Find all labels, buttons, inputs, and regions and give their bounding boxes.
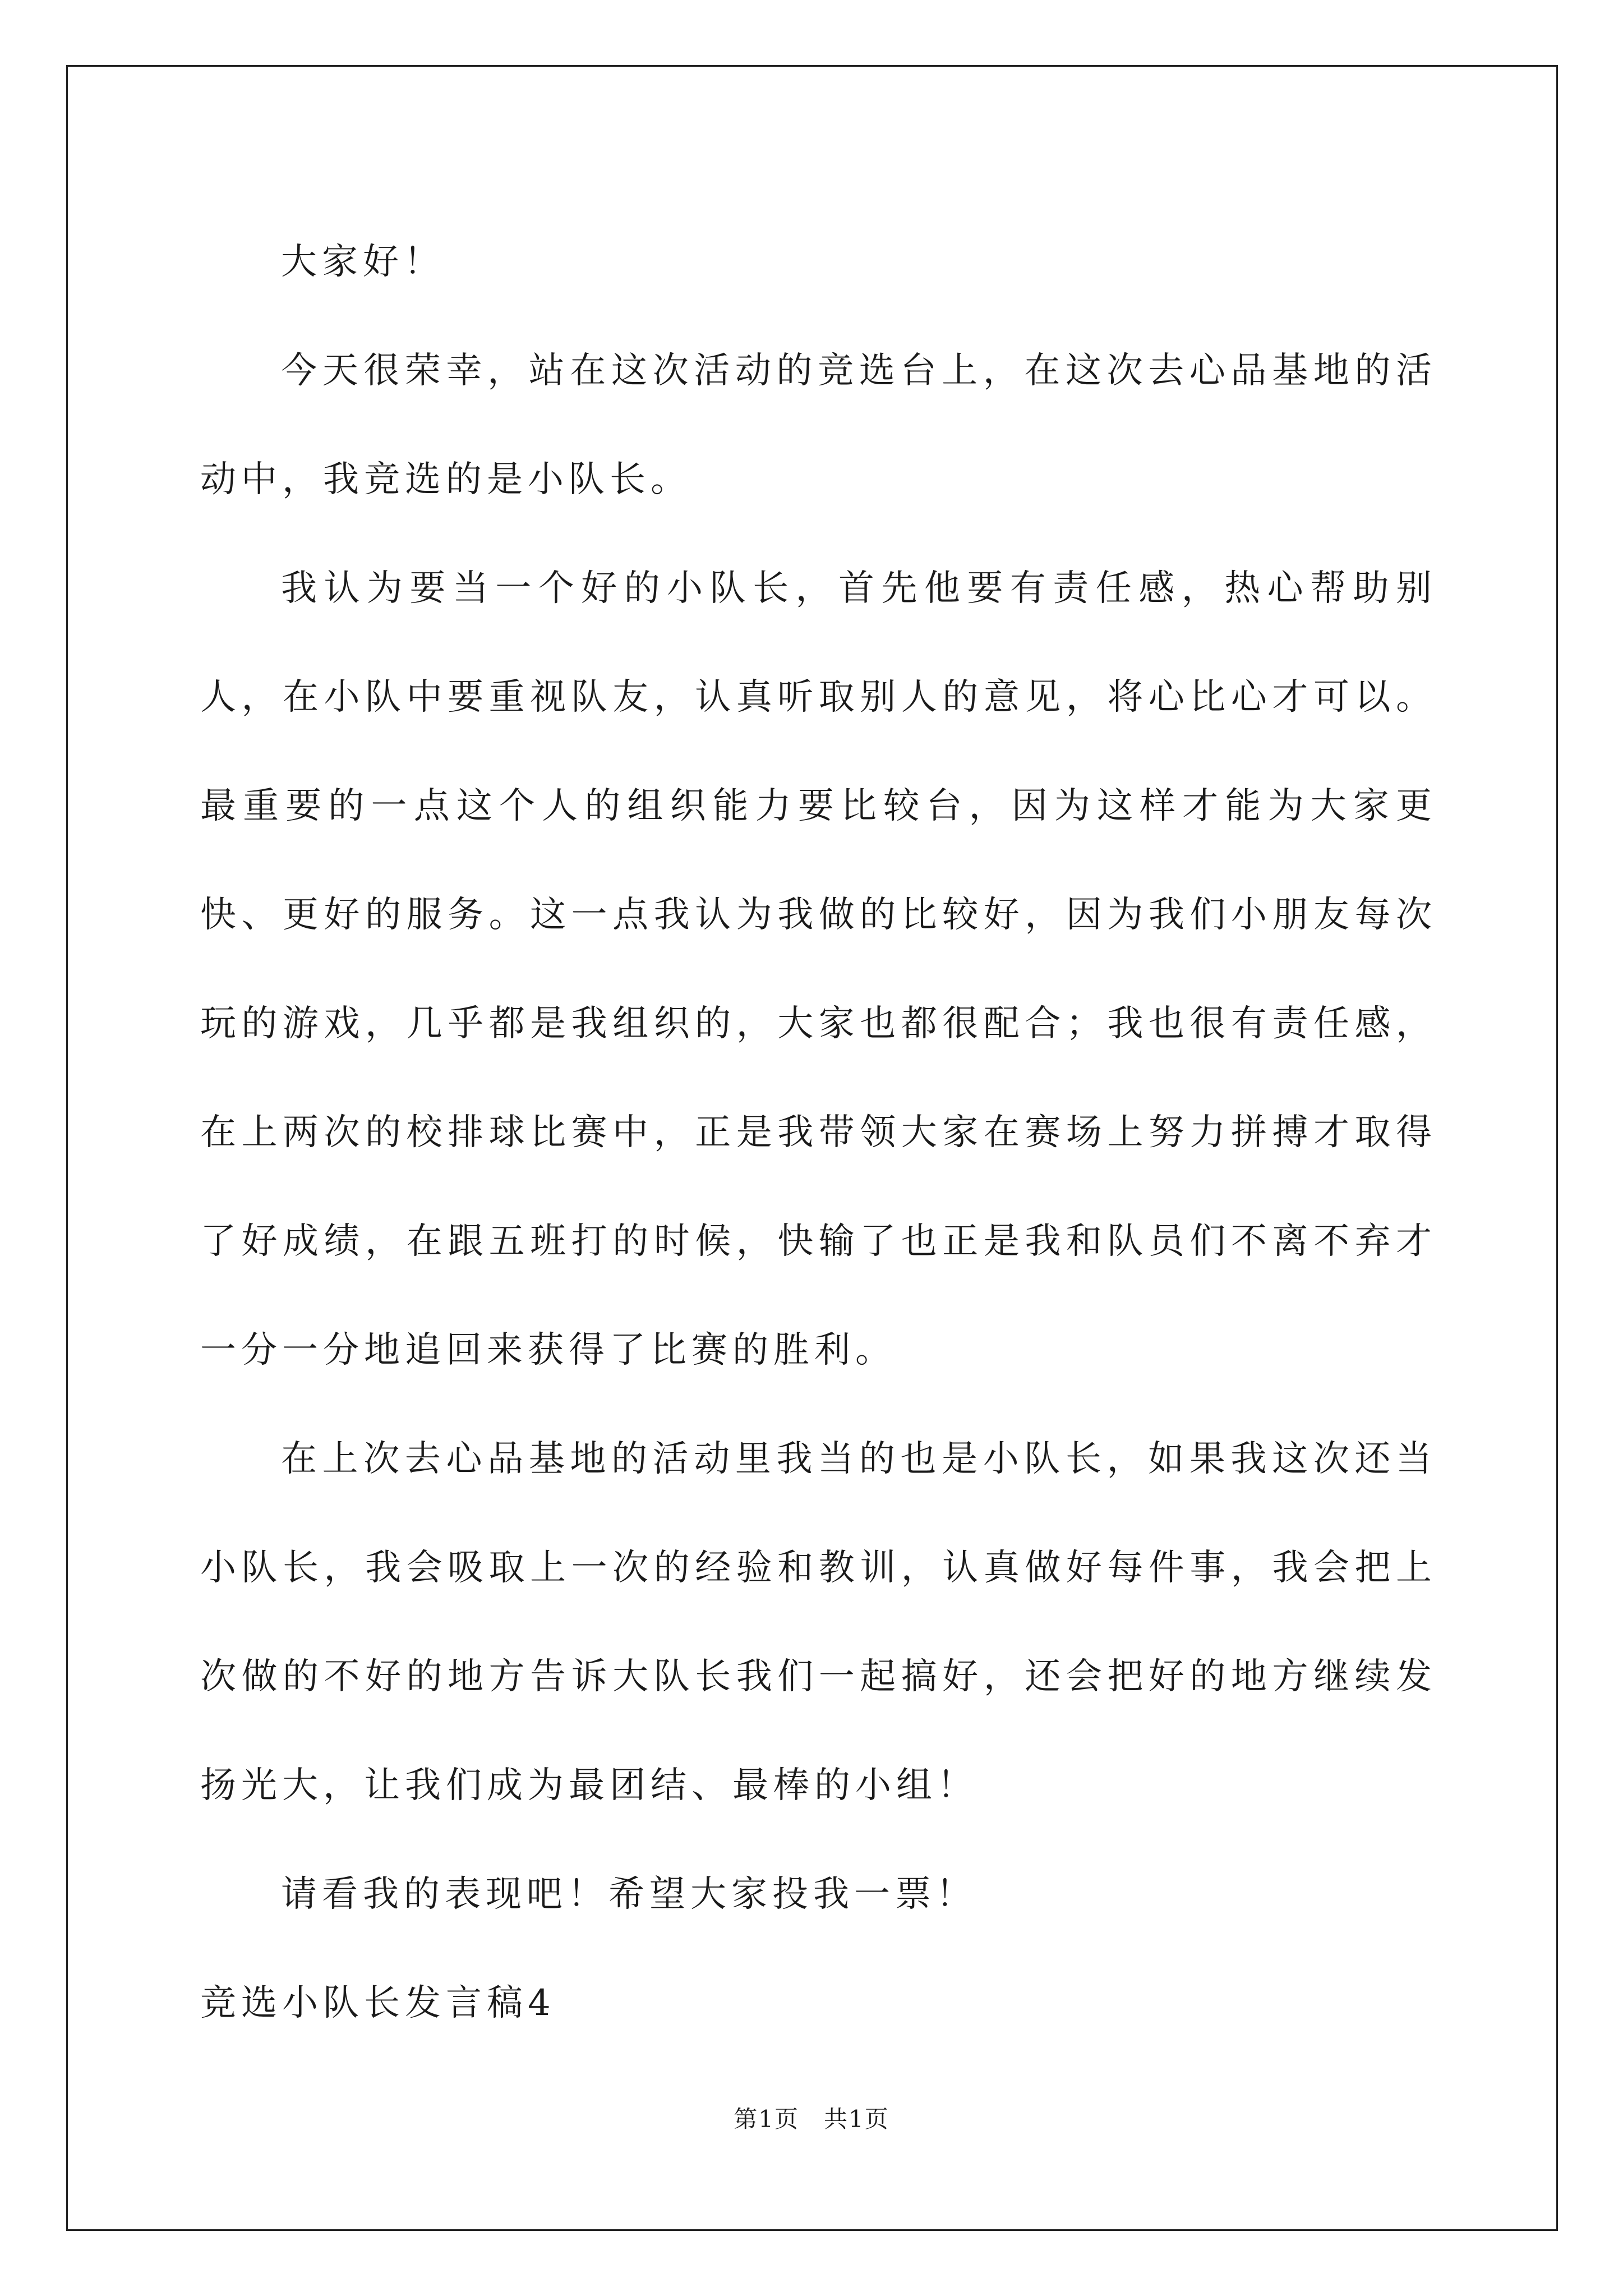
intro-paragraph: 今天很荣幸，站在这次活动的竞选台上，在这次去心品基地的活动中，我竞选的是小队长。 <box>200 350 1437 500</box>
document-body <box>200 208 1437 2058</box>
next-section-heading: 竞选小队长发言稿4 <box>200 1982 556 2024</box>
greeting-paragraph: 大家好！ <box>281 241 445 283</box>
page-footer: 第1页 共1页 <box>734 2105 889 2133</box>
plan-paragraph: 在上次去心品基地的活动里我当的也是小队长，如果我这次还当小队长，我会吸取上一次的经验和教训，认真做好每件事，我会把上次做的不好的地方告诉大队长我们一起搞好，还会把好的地方继续发扬光大，让我们成为最团结、最棒的小组！ <box>200 1438 1437 1806</box>
qualities-paragraph: 我认为要当一个好的小队长，首先他要有责任感，热心帮助别人，在小队中要重视队友，认真听取别人的意见，将心比心才可以。最重要的一点这个人的组织能力要比较台，因为这样才能为大家更快、更好的服务。这一点我认为我做的比较好，因为我们小朋友每次玩的游戏，几乎都是我组织的，大家也都很配合；我也很有责任感，在上两次的校排球比赛中，正是我带领大家在赛场上努力拼搏才取得了好成绩，在跟五班打的时候，快输了也正是我和队员们不离不弃才一分一分地追回来获得了比赛的胜利。 <box>200 568 1437 1371</box>
closing-paragraph: 请看我的表现吧！希望大家投我一票！ <box>281 1874 977 1915</box>
